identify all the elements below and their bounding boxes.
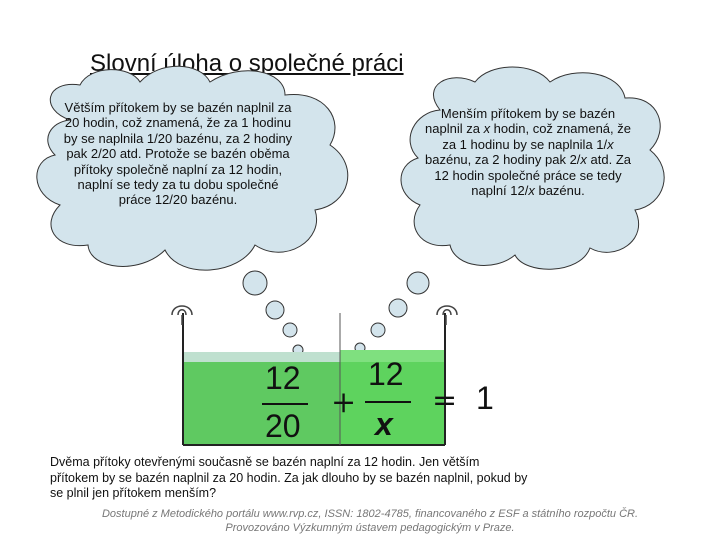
footer <box>40 508 700 535</box>
problem-statement: Dvěma přítoky otevřenými současně se bazén naplní za 12 hodin. Jen větším přítokem by se bazén naplnil za 20 hodin. Za jak dlouho by se bazén naplnil, pokud by se plnil jen přítokem menším? <box>50 455 528 500</box>
footer-line-2: Provozováno Výzkumným ústavem pedagogickým v Praze. <box>225 521 515 534</box>
equation-result: 1 <box>476 380 494 416</box>
fraction1-bar <box>262 403 308 405</box>
equals-sign: = <box>432 383 458 418</box>
fraction2-denominator: x <box>375 406 393 442</box>
thought-bubbles <box>243 271 429 355</box>
fraction1-numerator: 12 <box>265 360 301 396</box>
plus-sign: + <box>331 385 357 420</box>
pool <box>183 313 445 445</box>
inflow-pipe-left <box>172 306 192 325</box>
fraction2-bar <box>365 401 411 403</box>
page-title: Slovní úloha o společné práci <box>90 50 404 77</box>
cloud-right-text: Menším přítokem by se bazén naplnil za x hodin, což znamená, že za 1 hodinu by se naplnila 1/x bazénu, za 2 hodiny pak 2/x atd. Za 12 hodin společné práce se tedy naplní 12/x bazénu. <box>425 106 631 199</box>
fraction1-denominator: 20 <box>265 408 301 444</box>
cloud-left-text: Větším přítokem by se bazén naplnil za 20 hodin, což znamená, že za 1 hodinu by se naplnila 1/20 bazénu, za 2 hodiny pak 2/20 atd. Protože se bazén oběma přítoky společně naplní za 12 hodin, naplní se tedy za tu dobu společné práce 12/20 bazénu. <box>63 100 293 208</box>
inflow-pipe-right <box>437 306 457 325</box>
fraction2-numerator: 12 <box>368 356 404 392</box>
footer-line-1: Dostupné z Metodického portálu www.rvp.cz, ISSN: 1802-4785, financovaného z ESF a státního rozpočtu ČR. <box>101 508 639 520</box>
